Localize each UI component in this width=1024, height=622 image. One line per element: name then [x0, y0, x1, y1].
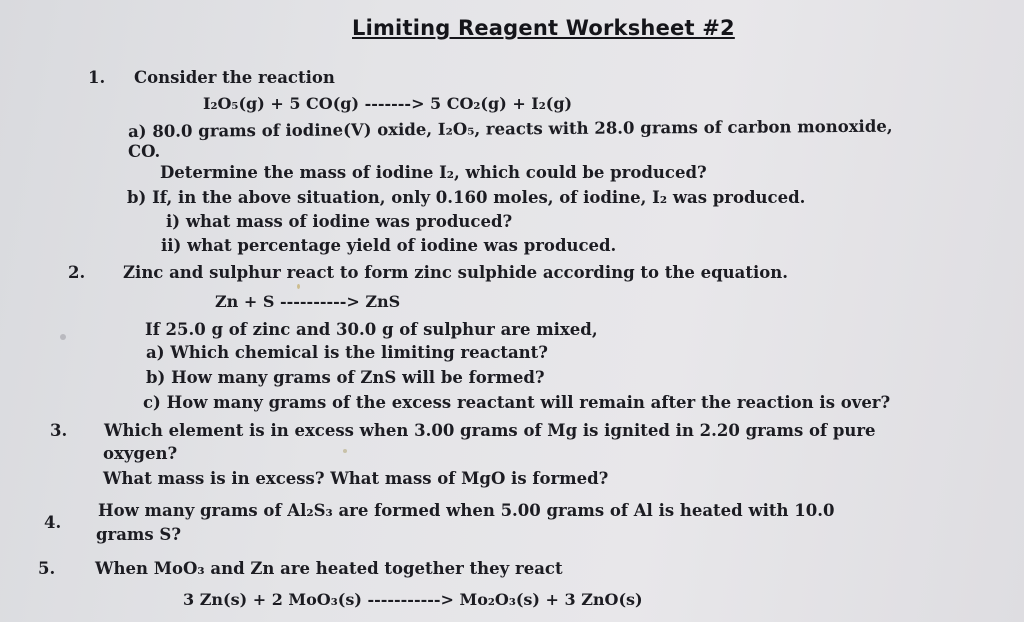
problem-1-number: 1. [88, 68, 106, 87]
paper-speck [60, 334, 66, 340]
problem-2-part-b: b) How many grams of ZnS will be formed? [146, 368, 545, 387]
problem-3-number: 3. [50, 421, 68, 440]
problem-4-line2: grams S? [96, 525, 181, 544]
problem-2-equation: Zn + S ----------> ZnS [215, 292, 401, 311]
worksheet-title: Limiting Reagent Worksheet #2 [352, 16, 735, 40]
problem-3-line2: oxygen? [103, 444, 178, 463]
problem-2-part-a: a) Which chemical is the limiting reactant? [146, 343, 548, 362]
paper-speck [297, 284, 300, 289]
problem-1-part-b-ii: ii) what percentage yield of iodine was produced. [161, 236, 617, 255]
problem-2-given: If 25.0 g of zinc and 30.0 g of sulphur are mixed, [145, 320, 598, 339]
problem-2-number: 2. [68, 263, 86, 282]
problem-1-intro: Consider the reaction [134, 68, 335, 87]
problem-1-part-a-question: Determine the mass of iodine I₂, which could be produced? [160, 163, 707, 182]
problem-3-line1: Which element is in excess when 3.00 grams of Mg is ignited in 2.20 grams of pure [104, 421, 876, 440]
problem-4-line1: How many grams of Al₂S₃ are formed when 5.00 grams of Al is heated with 10.0 [98, 501, 835, 520]
problem-1-part-a-line1: a) 80.0 grams of iodine(V) oxide, I₂O₅, reacts with 28.0 grams of carbon monoxide, [128, 116, 893, 141]
problem-2-intro: Zinc and sulphur react to form zinc sulphide according to the equation. [123, 263, 788, 282]
problem-4-number: 4. [44, 513, 62, 532]
problem-5-line1: When MoO₃ and Zn are heated together they react [95, 559, 563, 578]
problem-5-equation: 3 Zn(s) + 2 MoO₃(s) -----------> Mo₂O₃(s) + 3 ZnO(s) [183, 590, 643, 609]
problem-5-number: 5. [38, 559, 56, 578]
problem-1-equation: I₂O₅(g) + 5 CO(g) -------> 5 CO₂(g) + I₂(g) [203, 94, 573, 113]
paper-speck [343, 449, 347, 453]
problem-3-line3: What mass is in excess? What mass of MgO is formed? [103, 469, 609, 488]
problem-1-part-a-line2: CO. [128, 142, 161, 161]
problem-1-part-b-i: i) what mass of iodine was produced? [166, 212, 513, 231]
problem-2-part-c: c) How many grams of the excess reactant will remain after the reaction is over? [143, 393, 891, 412]
problem-1-part-b: b) If, in the above situation, only 0.160 moles, of iodine, I₂ was produced. [127, 188, 806, 207]
